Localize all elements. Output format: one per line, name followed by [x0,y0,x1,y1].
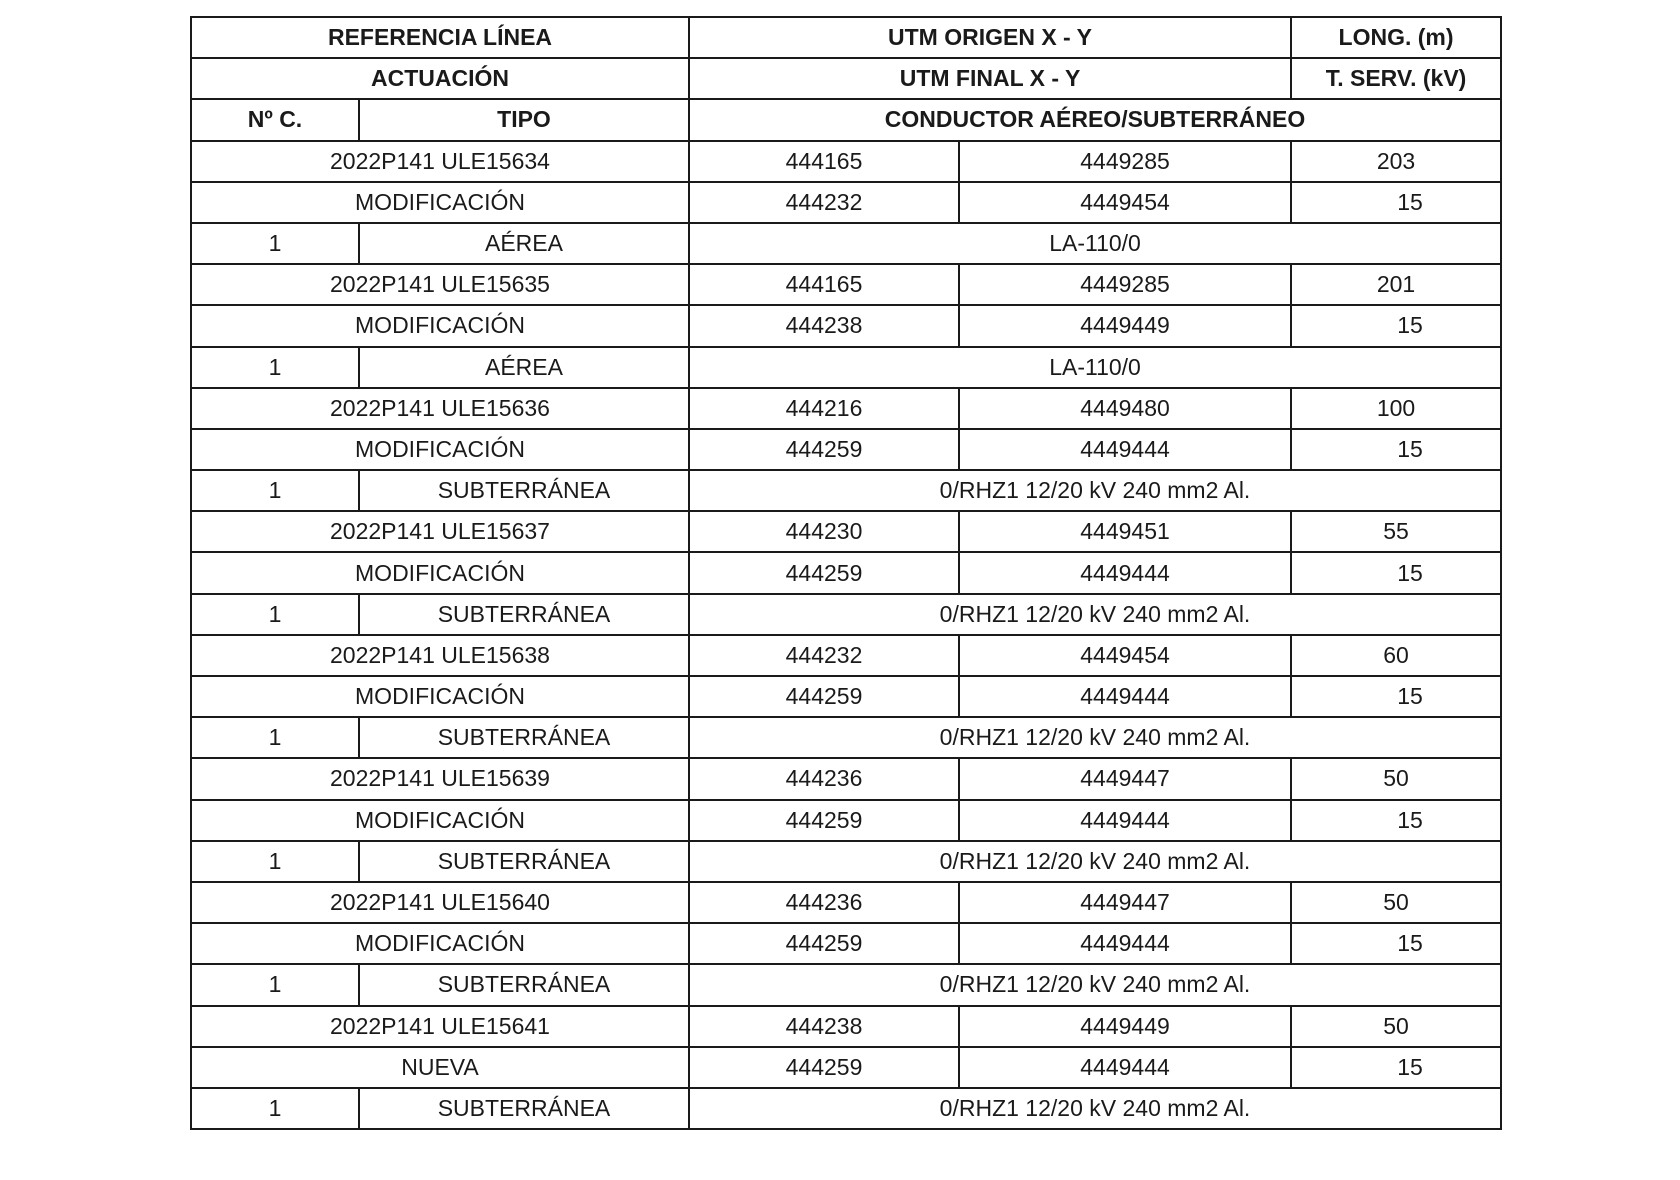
utm-origin-y: 4449285 [959,264,1291,305]
header-utm-final: UTM FINAL X - Y [689,58,1291,99]
line-conductor: LA-110/0 [689,223,1501,264]
line-tension: 15 [1291,182,1501,223]
utm-final-y: 4449444 [959,429,1291,470]
line-length: 201 [1291,264,1501,305]
line-type: AÉREA [359,223,689,264]
line-length: 50 [1291,1006,1501,1047]
header-conductor: CONDUCTOR AÉREO/SUBTERRÁNEO [689,99,1501,140]
header-referencia-linea: REFERENCIA LÍNEA [191,17,689,58]
utm-final-x: 444238 [689,305,959,346]
line-reference: 2022P141 ULE15641 [191,1006,689,1047]
line-length: 55 [1291,511,1501,552]
utm-origin-x: 444230 [689,511,959,552]
line-actuacion-row [191,923,1501,964]
line-conductor: 0/RHZ1 12/20 kV 240 mm2 Al. [689,964,1501,1005]
line-reference: 2022P141 ULE15636 [191,388,689,429]
utm-final-x: 444259 [689,676,959,717]
line-conductor-row [191,223,1501,264]
line-conductor: 0/RHZ1 12/20 kV 240 mm2 Al. [689,717,1501,758]
lines-table [190,16,1502,1130]
utm-origin-y: 4449454 [959,635,1291,676]
line-reference-row [191,882,1501,923]
utm-final-y: 4449444 [959,552,1291,593]
line-conductor-row [191,470,1501,511]
utm-final-x: 444259 [689,429,959,470]
line-tension: 15 [1291,800,1501,841]
line-num-circuits: 1 [191,717,359,758]
utm-final-y: 4449444 [959,923,1291,964]
utm-origin-x: 444236 [689,882,959,923]
line-actuacion: MODIFICACIÓN [191,923,689,964]
header-num-circuitos: Nº C. [191,99,359,140]
utm-origin-y: 4449285 [959,141,1291,182]
lines-table-body [191,17,1501,1129]
line-conductor: 0/RHZ1 12/20 kV 240 mm2 Al. [689,470,1501,511]
line-conductor: LA-110/0 [689,347,1501,388]
line-type: SUBTERRÁNEA [359,717,689,758]
header-longitud: LONG. (m) [1291,17,1501,58]
utm-origin-x: 444216 [689,388,959,429]
utm-origin-y: 4449451 [959,511,1291,552]
line-type: AÉREA [359,347,689,388]
utm-origin-x: 444238 [689,1006,959,1047]
line-reference: 2022P141 ULE15635 [191,264,689,305]
line-actuacion: MODIFICACIÓN [191,552,689,593]
line-tension: 15 [1291,1047,1501,1088]
line-actuacion: MODIFICACIÓN [191,182,689,223]
line-conductor-row [191,841,1501,882]
header-row-3 [191,99,1501,140]
line-num-circuits: 1 [191,594,359,635]
line-reference: 2022P141 ULE15634 [191,141,689,182]
line-length: 60 [1291,635,1501,676]
line-actuacion: NUEVA [191,1047,689,1088]
header-row-1 [191,17,1501,58]
line-num-circuits: 1 [191,347,359,388]
utm-origin-y: 4449447 [959,882,1291,923]
line-num-circuits: 1 [191,1088,359,1129]
line-num-circuits: 1 [191,964,359,1005]
line-type: SUBTERRÁNEA [359,841,689,882]
line-actuacion: MODIFICACIÓN [191,429,689,470]
line-actuacion: MODIFICACIÓN [191,676,689,717]
line-actuacion-row [191,182,1501,223]
line-reference-row [191,141,1501,182]
utm-final-x: 444259 [689,800,959,841]
line-reference: 2022P141 ULE15638 [191,635,689,676]
utm-origin-x: 444165 [689,141,959,182]
header-utm-origen: UTM ORIGEN X - Y [689,17,1291,58]
line-reference-row [191,511,1501,552]
header-actuacion: ACTUACIÓN [191,58,689,99]
utm-final-x: 444259 [689,1047,959,1088]
line-tension: 15 [1291,676,1501,717]
line-actuacion: MODIFICACIÓN [191,800,689,841]
line-reference: 2022P141 ULE15639 [191,758,689,799]
line-tension: 15 [1291,429,1501,470]
line-conductor-row [191,964,1501,1005]
header-row-2 [191,58,1501,99]
header-tipo: TIPO [359,99,689,140]
line-actuacion: MODIFICACIÓN [191,305,689,346]
utm-final-x: 444232 [689,182,959,223]
utm-origin-x: 444165 [689,264,959,305]
line-num-circuits: 1 [191,470,359,511]
utm-origin-x: 444232 [689,635,959,676]
line-actuacion-row [191,800,1501,841]
line-actuacion-row [191,552,1501,593]
line-tension: 15 [1291,923,1501,964]
utm-final-y: 4449444 [959,1047,1291,1088]
line-conductor: 0/RHZ1 12/20 kV 240 mm2 Al. [689,1088,1501,1129]
line-reference: 2022P141 ULE15637 [191,511,689,552]
line-conductor-row [191,717,1501,758]
utm-origin-x: 444236 [689,758,959,799]
line-num-circuits: 1 [191,223,359,264]
line-tension: 15 [1291,552,1501,593]
line-type: SUBTERRÁNEA [359,470,689,511]
line-type: SUBTERRÁNEA [359,964,689,1005]
line-conductor-row [191,594,1501,635]
utm-origin-y: 4449480 [959,388,1291,429]
line-type: SUBTERRÁNEA [359,594,689,635]
line-reference-row [191,758,1501,799]
utm-final-y: 4449444 [959,676,1291,717]
line-conductor-row [191,347,1501,388]
utm-final-x: 444259 [689,923,959,964]
line-actuacion-row [191,1047,1501,1088]
utm-final-y: 4449444 [959,800,1291,841]
utm-final-y: 4449449 [959,305,1291,346]
utm-final-x: 444259 [689,552,959,593]
line-length: 100 [1291,388,1501,429]
line-num-circuits: 1 [191,841,359,882]
line-length: 50 [1291,758,1501,799]
line-conductor-row [191,1088,1501,1129]
line-reference-row [191,388,1501,429]
line-length: 50 [1291,882,1501,923]
utm-final-y: 4449454 [959,182,1291,223]
line-reference-row [191,264,1501,305]
line-reference-row [191,1006,1501,1047]
line-reference-row [191,635,1501,676]
line-conductor: 0/RHZ1 12/20 kV 240 mm2 Al. [689,841,1501,882]
line-actuacion-row [191,305,1501,346]
line-reference: 2022P141 ULE15640 [191,882,689,923]
utm-origin-y: 4449447 [959,758,1291,799]
header-tension-servicio: T. SERV. (kV) [1291,58,1501,99]
line-actuacion-row [191,429,1501,470]
line-tension: 15 [1291,305,1501,346]
line-actuacion-row [191,676,1501,717]
utm-origin-y: 4449449 [959,1006,1291,1047]
line-length: 203 [1291,141,1501,182]
line-conductor: 0/RHZ1 12/20 kV 240 mm2 Al. [689,594,1501,635]
line-type: SUBTERRÁNEA [359,1088,689,1129]
